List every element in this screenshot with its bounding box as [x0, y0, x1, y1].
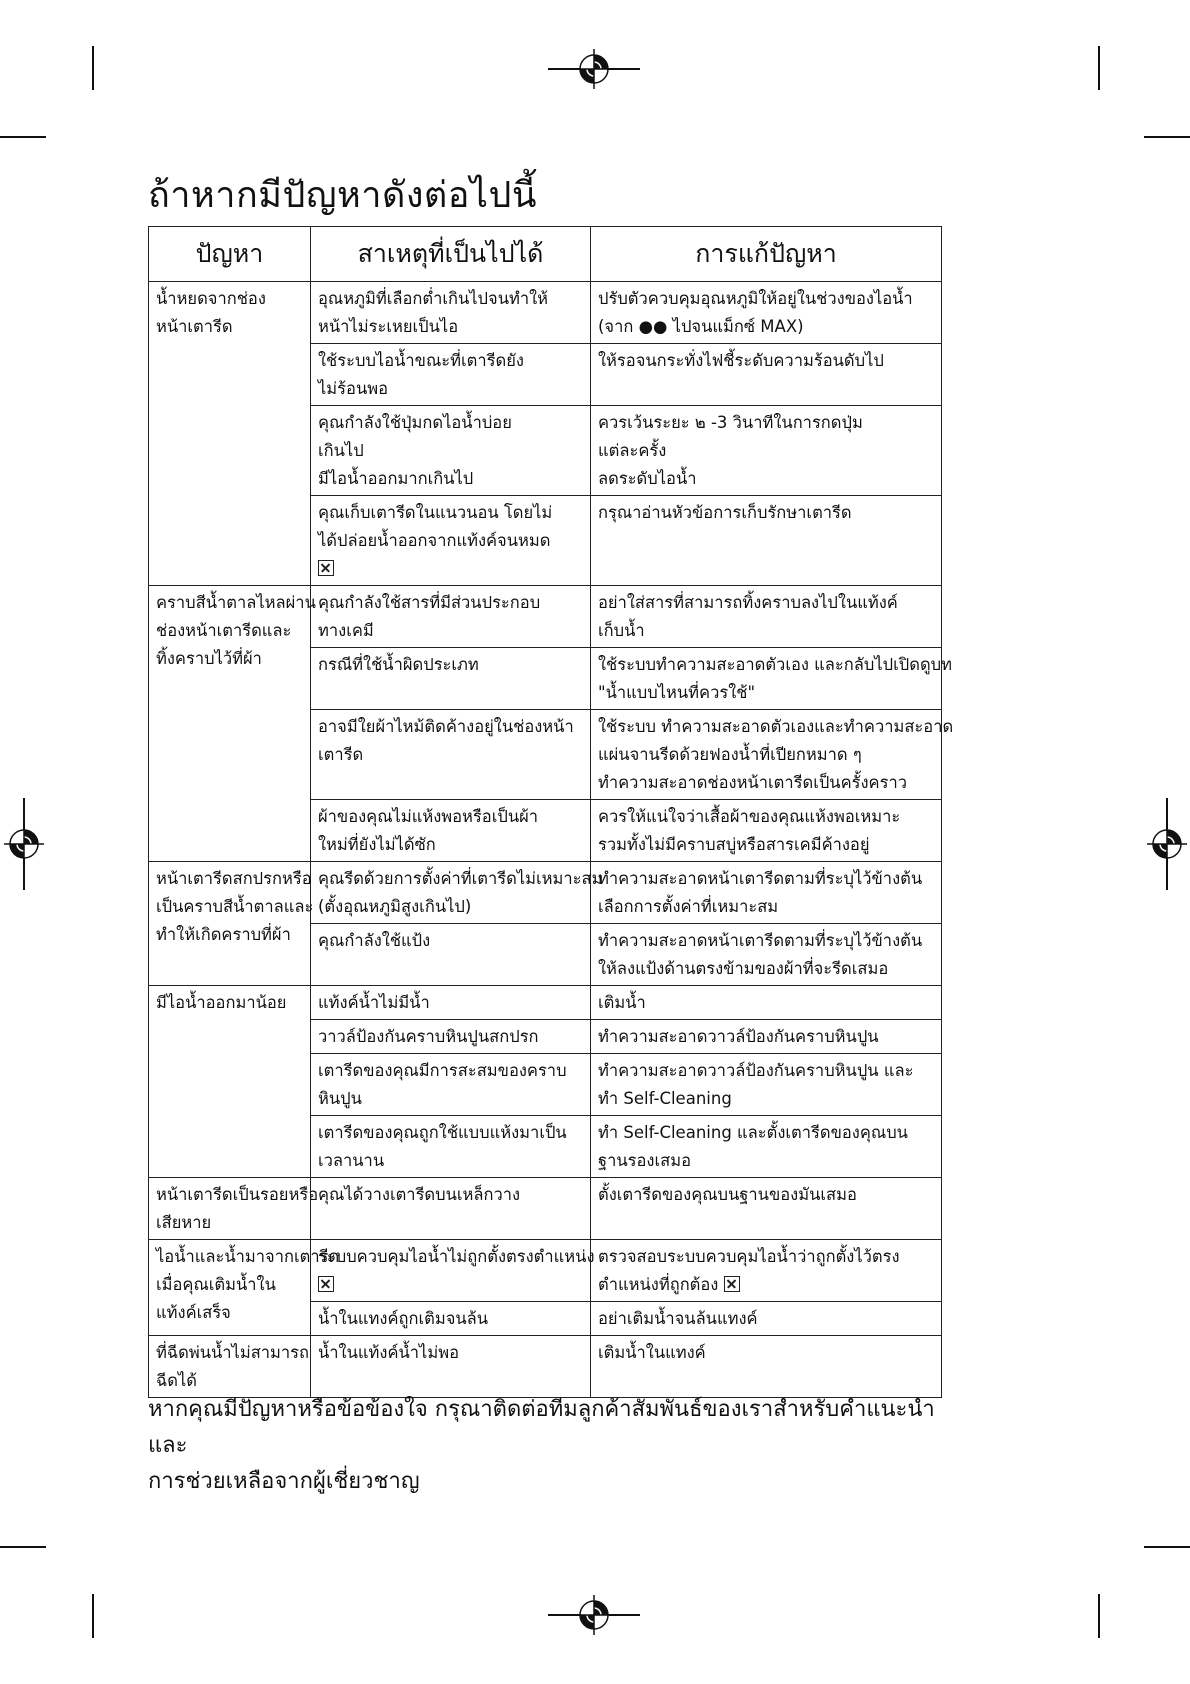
cause-cell	[311, 862, 603, 924]
table-row	[149, 586, 942, 648]
solution-cell-line: ปรับตัวควบคุมอุณหภูมิให้อยู่ในช่วงของไอน้ำ	[598, 289, 913, 308]
problem-cell-line: เสียหาย	[156, 1213, 212, 1232]
solution-cell	[591, 1054, 942, 1116]
header-solution: การแก้ปัญหา	[591, 227, 942, 282]
solution-cell	[591, 986, 942, 1020]
solution-cell-line: ให้รอจนกระทั่งไฟชี้ระดับความร้อนดับไป	[598, 351, 884, 370]
crop-mark	[1098, 46, 1100, 90]
cause-cell-line: คุณเก็บเตารีดในแนวนอน โดยไม่	[318, 503, 553, 522]
cause-cell-line: เตารีดของคุณมีการสะสมของคราบ	[318, 1061, 567, 1080]
cause-cell-line: หน้าไม่ระเหยเป็นไอ	[318, 317, 459, 336]
problem-cell-line: หน้าเตารีดสกปรกหรือ	[156, 869, 312, 888]
problem-cell-line: ช่องหน้าเตารีดและ	[156, 621, 292, 640]
cause-cell	[311, 648, 591, 710]
solution-cell	[591, 862, 942, 924]
problem-cell	[149, 1240, 340, 1336]
solution-cell	[591, 344, 942, 406]
problem-cell	[149, 1336, 311, 1398]
table-row	[149, 1240, 942, 1302]
problem-cell	[149, 862, 314, 986]
header-problem: ปัญหา	[149, 227, 311, 282]
table-header-row	[149, 227, 942, 282]
warning-box-icon	[318, 1276, 334, 1292]
solution-cell	[591, 1240, 942, 1302]
problem-cell-line: แท้งค์เสร็จ	[156, 1303, 231, 1322]
solution-cell-line: ใช้ระบบทำความสะอาดตัวเอง และกลับไปเปิดดูบท	[598, 655, 953, 674]
cause-cell	[311, 710, 591, 800]
cause-cell-line: ระบบควบคุมไอน้ำไม่ถูกตั้งตรงตำแหน่ง	[318, 1247, 595, 1266]
problem-cell	[149, 282, 311, 586]
cause-cell	[311, 1302, 591, 1336]
cause-cell-line: น้ำในแทงค์ถูกเติมจนล้น	[318, 1309, 489, 1328]
cause-cell-line: วาวล์ป้องกันคราบหินปูนสกปรก	[318, 1027, 539, 1046]
solution-cell-line: ทำความสะอาดช่องหน้าเตารีดเป็นครั้งคราว	[598, 773, 907, 792]
problem-cell-line: หน้าเตารีด	[156, 317, 233, 336]
solution-cell-line: ทำความสะอาดหน้าเตารีดตามที่ระบุไว้ข้างต้น	[598, 931, 923, 950]
cause-cell-line: น้ำในแท้งค์น้ำไม่พอ	[318, 1343, 459, 1362]
table-row	[149, 986, 942, 1020]
solution-cell-line: ตรวจสอบระบบควบคุมไอน้ำว่าถูกตั้งไว้ตรง	[598, 1247, 900, 1266]
cause-cell-line: เตารีดของคุณถูกใช้แบบแห้งมาเป็น	[318, 1123, 567, 1142]
solution-cell-line: ควรให้แน่ใจว่าเสื้อผ้าของคุณแห้งพอเหมาะ	[598, 807, 901, 826]
troubleshooting-table	[148, 226, 954, 1398]
solution-cell-line: เติมน้ำ	[598, 993, 646, 1012]
problem-cell-line: ไอน้ำและน้ำมาจากเตารีด	[156, 1247, 340, 1266]
table-row	[149, 1178, 942, 1240]
solution-cell-line: เติมน้ำในแทงค์	[598, 1343, 706, 1362]
cause-cell-line: แท้งค์น้ำไม่มีน้ำ	[318, 993, 430, 1012]
solution-cell	[591, 648, 953, 710]
cause-cell	[311, 1336, 591, 1398]
cause-cell	[311, 1116, 591, 1178]
crop-mark	[92, 1594, 94, 1638]
cause-cell-line: ผ้าของคุณไม่แห้งพอหรือเป็นผ้า	[318, 807, 539, 826]
problem-cell-line: ทำให้เกิดคราบที่ผ้า	[156, 925, 291, 944]
solution-cell	[591, 710, 954, 800]
problem-cell	[149, 986, 311, 1178]
cause-cell-line: ใหม่ที่ยังไม่ได้ซัก	[318, 835, 436, 854]
problem-cell-line: เมื่อคุณเติมน้ำใน	[156, 1275, 276, 1294]
solution-cell-line: ทำความสะอาดวาวล์ป้องกันคราบหินปูน	[598, 1027, 879, 1046]
problem-cell-line: น้ำหยดจากช่อง	[156, 289, 266, 308]
solution-cell-line: ทำความสะอาดหน้าเตารีดตามที่ระบุไว้ข้างต้น	[598, 869, 923, 888]
crop-mark	[1144, 136, 1190, 138]
solution-cell-line: ทำ Self-Cleaning	[598, 1089, 732, 1108]
crop-mark	[0, 1546, 46, 1548]
cause-cell-line: เกินไป	[318, 441, 364, 460]
solution-cell-line: ควรเว้นระยะ ๒ -3 วินาทีในการกดปุ่ม	[598, 413, 863, 432]
footer-note	[148, 1392, 948, 1500]
cause-cell-line: เตารีด	[318, 745, 364, 764]
crop-mark	[92, 46, 94, 90]
footer-line: หากคุณมีปัญหาหรือข้อข้องใจ กรุณาติดต่อทีมลูกค้าสัมพันธ์ของเราสำหรับคำแนะนำและ	[148, 1397, 935, 1458]
solution-cell	[591, 924, 942, 986]
crop-mark	[1144, 1546, 1190, 1548]
cause-cell-line: คุณกำลังใช้ปุ่มกดไอน้ำบ่อย	[318, 413, 512, 432]
cause-cell-line: อาจมีใยผ้าไหม้ติดค้างอยู่ในช่องหน้า	[318, 717, 574, 736]
cause-cell	[311, 1240, 595, 1302]
solution-cell-line: ให้ลงแป้งด้านตรงข้ามของผ้าที่จะรีดเสมอ	[598, 959, 889, 978]
table-row	[149, 1336, 942, 1398]
problem-cell-line: เป็นคราบสีน้ำตาลและ	[156, 897, 314, 916]
solution-cell-line: แต่ละครั้ง	[598, 441, 667, 460]
solution-cell-line: เก็บน้ำ	[598, 621, 645, 640]
registration-mark-icon	[2, 822, 46, 866]
table-body	[149, 282, 954, 1398]
solution-cell-line: กรุณาอ่านหัวข้อการเก็บรักษาเตารีด	[598, 503, 852, 522]
cause-cell	[311, 406, 591, 496]
problem-cell-line: ฉีดได้	[156, 1371, 197, 1390]
registration-mark-icon	[1145, 822, 1189, 866]
cause-cell-line: ไม่ร้อนพอ	[318, 379, 389, 398]
solution-cell-line: ทำความสะอาดวาวล์ป้องกันคราบหินปูน และ	[598, 1061, 914, 1080]
footer-line: การช่วยเหลือจากผู้เชี่ยวชาญ	[148, 1469, 420, 1494]
table-row	[149, 282, 942, 344]
cause-cell-line: คุณกำลังใช้สารที่มีส่วนประกอบ	[318, 593, 541, 612]
cause-cell-line: มีไอน้ำออกมากเกินไป	[318, 469, 474, 488]
solution-cell	[591, 1020, 942, 1054]
problem-cell-line: ที่ฉีดพ่นน้ำไม่สามารถ	[156, 1343, 310, 1362]
solution-cell	[591, 1116, 942, 1178]
problem-cell-line: ทิ้งคราบไว้ที่ผ้า	[156, 649, 262, 668]
solution-cell-line: แผ่นจานรีดด้วยฟองน้ำที่เปียกหมาด ๆ	[598, 745, 862, 764]
problem-cell	[149, 586, 316, 862]
cause-cell	[311, 800, 591, 862]
problem-cell-line: คราบสีน้ำตาลไหลผ่าน	[156, 593, 316, 612]
cause-cell	[311, 344, 591, 406]
solution-cell	[591, 800, 942, 862]
solution-cell-line: ฐานรองเสมอ	[598, 1151, 691, 1170]
cause-cell	[311, 1178, 591, 1240]
solution-cell	[591, 406, 942, 496]
solution-cell	[591, 1302, 942, 1336]
solution-cell	[591, 496, 942, 586]
solution-cell	[591, 586, 942, 648]
cause-cell	[311, 1054, 591, 1116]
header-cause: สาเหตุที่เป็นไปได้	[311, 227, 591, 282]
warning-box-icon	[724, 1276, 740, 1292]
cause-cell	[311, 924, 591, 986]
page-title: ถ้าหากมีปัญหาดังต่อไปนี้	[148, 175, 537, 216]
solution-cell-line: อย่าเติมน้ำจนล้นแทงค์	[598, 1309, 758, 1328]
cause-cell-line: คุณรีดด้วยการตั้งค่าที่เตารีดไม่เหมาะสม	[318, 869, 603, 888]
cause-cell-line: เวลานาน	[318, 1151, 385, 1170]
solution-cell	[591, 1178, 942, 1240]
cause-cell	[311, 1020, 591, 1054]
cause-cell	[311, 586, 591, 648]
cause-cell	[311, 282, 591, 344]
crop-mark	[1098, 1594, 1100, 1638]
cause-cell	[311, 986, 591, 1020]
solution-cell-line: (จาก ●● ไปจนแม็กซ์ MAX)	[598, 317, 804, 336]
problem-cell	[149, 1178, 319, 1240]
cause-cell-line: คุณได้วางเตารีดบนเหล็กวาง	[318, 1185, 521, 1204]
cause-cell-line: ใช้ระบบไอน้ำขณะที่เตารีดยัง	[318, 351, 524, 370]
solution-cell-line: "น้ำแบบไหนที่ควรใช้"	[598, 683, 756, 702]
solution-cell-line: รวมทั้งไม่มีคราบสบู่หรือสารเคมีค้างอยู่	[598, 835, 870, 854]
cause-cell-line: ได้ปล่อยน้ำออกจากแท้งค์จนหมด	[318, 531, 551, 550]
solution-cell	[591, 282, 942, 344]
registration-mark-icon	[572, 1593, 616, 1637]
crop-mark	[0, 136, 46, 138]
cause-cell-line: ทางเคมี	[318, 621, 374, 640]
solution-cell-line: ใช้ระบบ ทำความสะอาดตัวเองและทำความสะอาด	[598, 717, 954, 736]
icon-line	[318, 1271, 583, 1299]
icon-line	[318, 555, 583, 583]
cause-cell-line: อุณหภูมิที่เลือกต่ำเกินไปจนทำให้	[318, 289, 549, 308]
cause-cell	[311, 496, 591, 586]
solution-cell-line: ลดระดับไอน้ำ	[598, 469, 697, 488]
solution-cell-line: เลือกการตั้งค่าที่เหมาะสม	[598, 897, 779, 916]
problem-cell-line: หน้าเตารีดเป็นรอยหรือ	[156, 1185, 319, 1204]
cause-cell-line: กรณีที่ใช้น้ำผิดประเภท	[318, 655, 479, 674]
solution-cell	[591, 1336, 942, 1398]
warning-box-icon	[318, 560, 334, 576]
solution-cell-line: อย่าใส่สารที่สามารถทิ้งคราบลงไปในแท้งค์	[598, 593, 898, 612]
solution-cell-line: ตำแหน่งที่ถูกต้อง	[598, 1275, 719, 1294]
cause-cell-line: (ตั้งอุณหภูมิสูงเกินไป)	[318, 897, 472, 916]
solution-cell-line: ตั้งเตารีดของคุณบนฐานของมันเสมอ	[598, 1185, 857, 1204]
solution-cell-line: ทำ Self-Cleaning และตั้งเตารีดของคุณบน	[598, 1123, 908, 1142]
table-row	[149, 862, 942, 924]
cause-cell-line: หินปูน	[318, 1089, 362, 1108]
registration-mark-icon	[572, 47, 616, 91]
cause-cell-line: คุณกำลังใช้แป้ง	[318, 931, 431, 950]
problem-cell-line: มีไอน้ำออกมาน้อย	[156, 993, 287, 1012]
